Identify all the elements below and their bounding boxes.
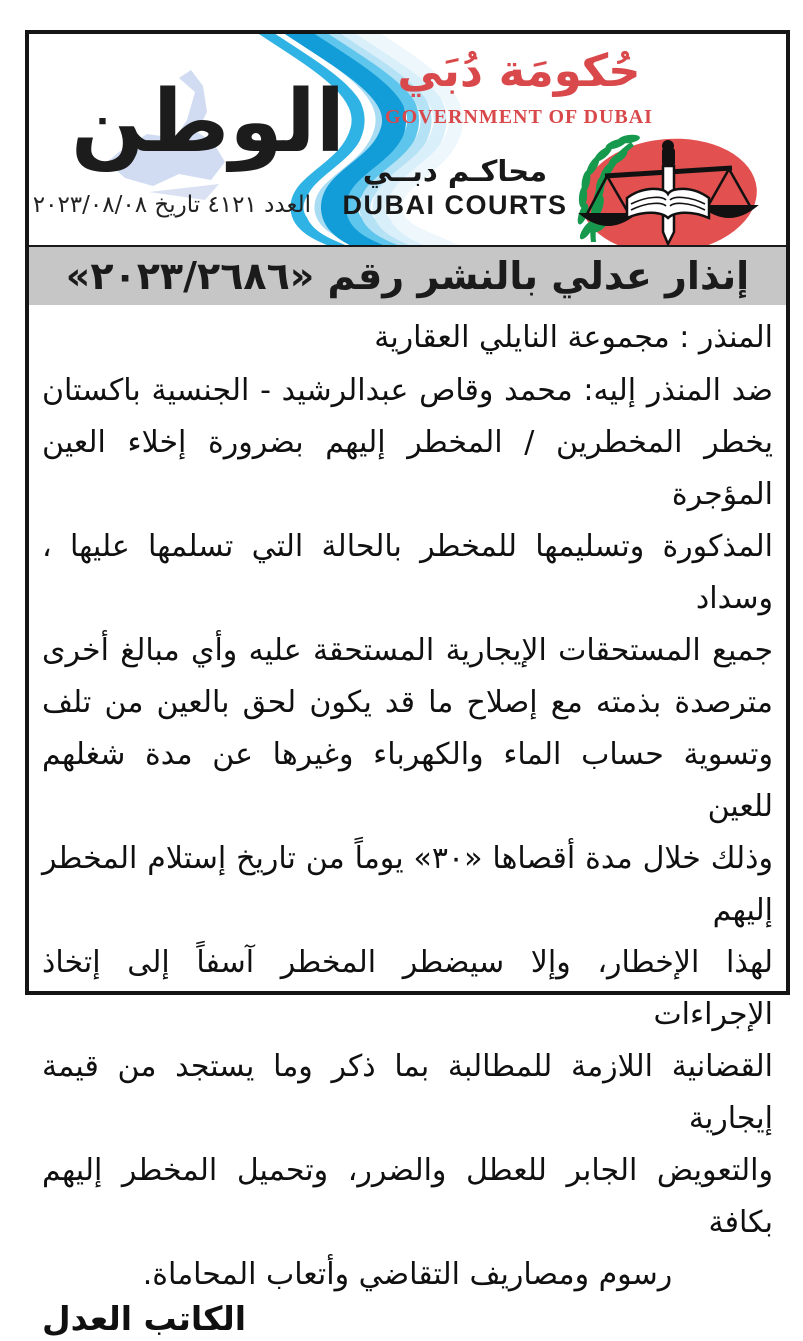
government-english-wordmark: GOVERNMENT OF DUBAI [385, 106, 653, 128]
issue-line: العدد ٤١٢١ تاريخ ٢٠٢٣/٠٨/٠٨ [32, 192, 311, 218]
notice-line: جميع المستحقات الإيجارية المستحقة عليه وأي مبالغ أخرى [42, 633, 773, 668]
courts-arabic-wordmark: محاكـم دبــي [362, 154, 548, 188]
notice-line: ضد المنذر إليه: محمد وقاص عبدالرشيد - الجنسية باكستان [42, 373, 773, 408]
notice-line: يخطر المخطرين / المخطر إليهم بضرورة إخلاء العين المؤجرة [42, 425, 773, 512]
notice-line: لهذا الإخطار، وإلا سيضطر المخطر آسفاً إلى إتخاذ الإجراءات [42, 945, 773, 1032]
notary-signature: الكاتب العدل [42, 1299, 247, 1338]
newspaper-name: الوطن [71, 72, 346, 172]
header [29, 34, 786, 245]
warner-line: المنذر : مجموعة النايلي العقارية [374, 320, 773, 355]
government-of-dubai-logo [369, 38, 669, 128]
closing-line: رسوم ومصاريف التقاضي وأتعاب المحاماة. [142, 1257, 673, 1292]
notice-line: القضانية اللازمة للمطالبة بما ذكر وما يستجد من قيمة إيجارية [42, 1049, 773, 1136]
notice-line: وذلك خلال مدة أقصاها «٣٠» يوماً من تاريخ إستلام المخطر إليهم [42, 841, 773, 928]
notice-line: وتسوية حساب الماء والكهرباء وغيرها عن مدة شغلهم للعين [42, 737, 773, 824]
book-icon [627, 189, 709, 218]
dubai-courts-wordmark [339, 152, 571, 220]
courts-english-wordmark: DUBAI COURTS [342, 190, 568, 220]
notice-line: والتعويض الجابر للعطل والضرر، وتحميل المخطر إليهم بكافة [42, 1153, 773, 1240]
notice-line: المذكورة وتسليمها للمخطر بالحالة التي تسلمها عليها ، وسداد [42, 529, 773, 616]
dubai-courts-seal [569, 134, 769, 245]
notice-line: مترصدة بذمته مع إصلاح ما قد يكون لحق بالعين من تلف [42, 685, 773, 720]
notice-body [29, 305, 786, 1341]
notice-title: إنذار عدلي بالنشر رقم «٢٠٢٣/٢٦٨٦» [65, 254, 750, 298]
notice-frame [25, 30, 790, 1338]
government-arabic-calligraphy: حُكومَة دُبَي [397, 44, 641, 97]
notice-title-bar [29, 245, 786, 305]
